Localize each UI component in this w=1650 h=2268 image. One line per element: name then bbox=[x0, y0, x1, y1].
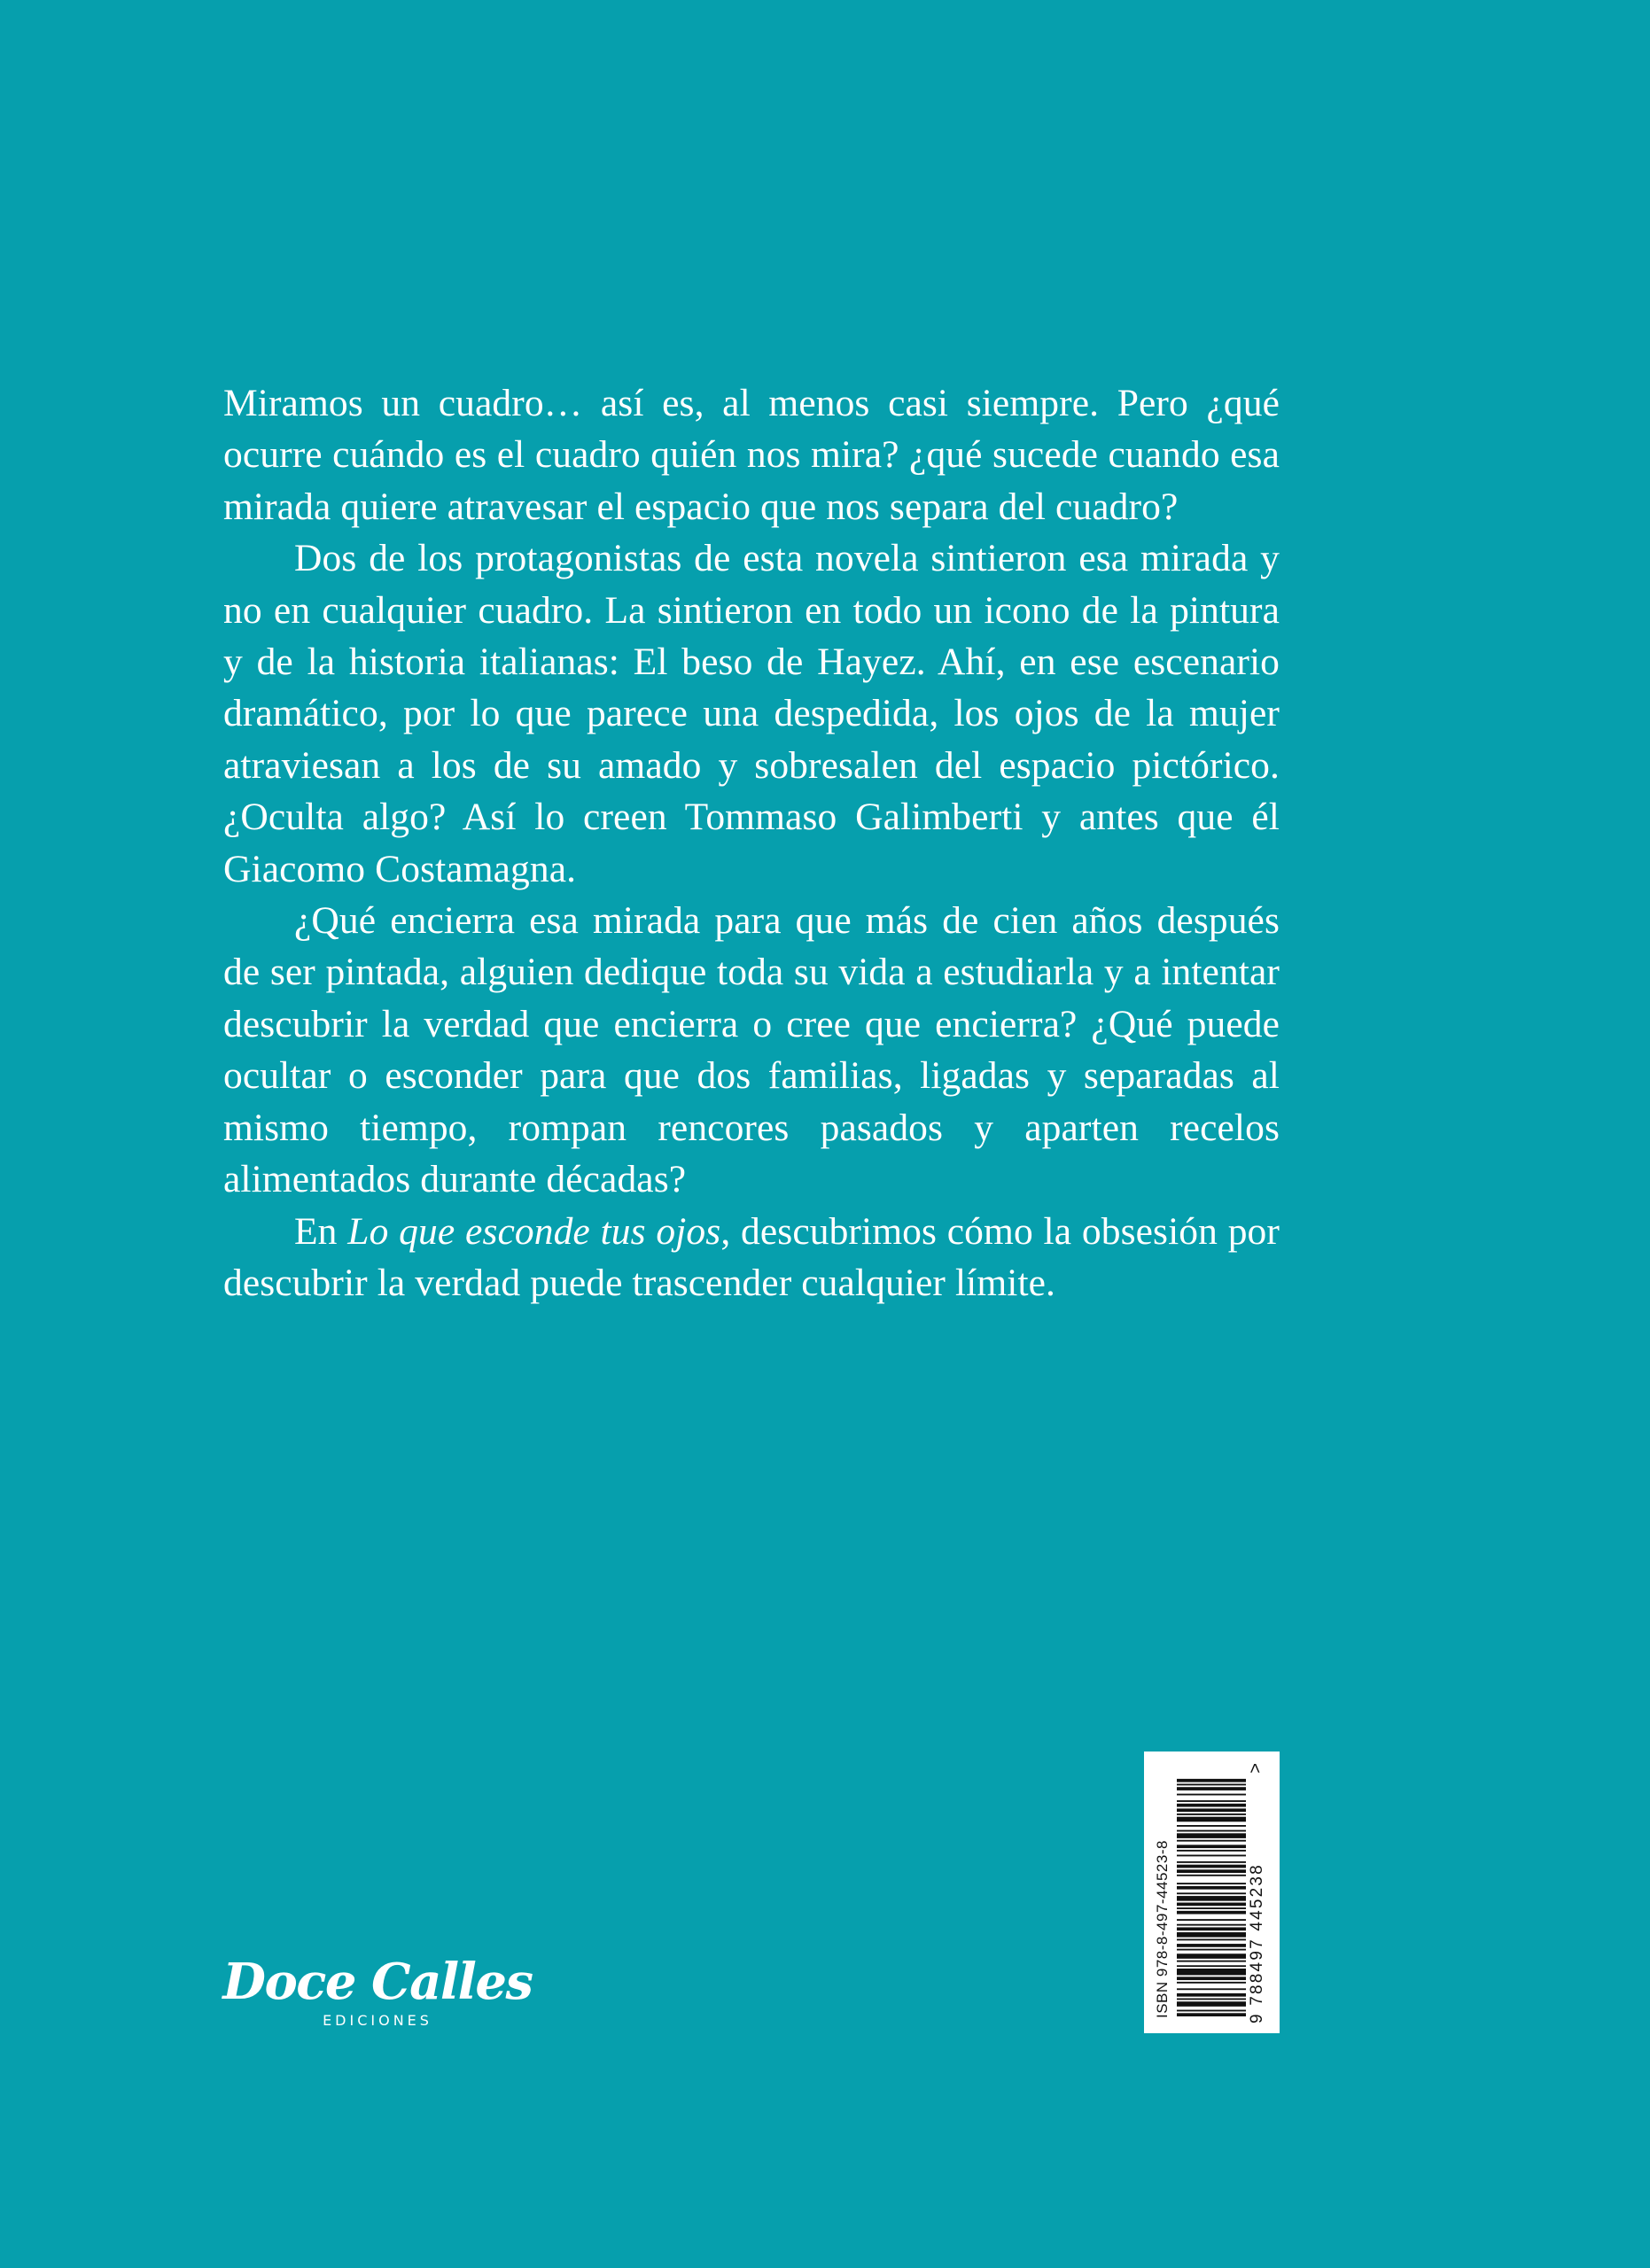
barcode-bar bbox=[1177, 1783, 1246, 1785]
barcode-bar bbox=[1177, 1861, 1246, 1863]
barcode-bars bbox=[1177, 1777, 1246, 2016]
barcode-bar bbox=[1177, 1845, 1246, 1848]
barcode-bar bbox=[1177, 1787, 1246, 1790]
book-title: Lo que esconde tus ojos bbox=[347, 1209, 721, 1253]
barcode-bar bbox=[1177, 1965, 1246, 1967]
barcode-bar bbox=[1177, 1814, 1246, 1815]
isbn-barcode bbox=[1144, 1751, 1280, 2033]
barcode-bar bbox=[1177, 1830, 1246, 1832]
barcode-bar bbox=[1177, 1919, 1246, 1921]
barcode-bar bbox=[1177, 1865, 1246, 1868]
barcode-bar bbox=[1177, 1999, 1246, 2000]
barcode-bar bbox=[1177, 1855, 1246, 1857]
barcode-bar bbox=[1177, 1875, 1246, 1876]
barcode-bar bbox=[1177, 1883, 1246, 1884]
barcode-bar bbox=[1177, 1982, 1246, 1984]
barcode-arrow: > bbox=[1245, 1763, 1265, 1774]
isbn-label: ISBN 978-8-497-44523-8 bbox=[1153, 1840, 1171, 2018]
publisher-name: Doce Calles bbox=[222, 1953, 533, 2011]
barcode-bar bbox=[1177, 1938, 1246, 1940]
barcode-bar bbox=[1177, 2010, 1246, 2012]
barcode-bar bbox=[1177, 1949, 1246, 1951]
blurb-paragraph-4-rest: , descubrimos cómo la obsesión por descubrir la verdad puede trascender cualquier límite. bbox=[223, 1209, 1280, 1304]
barcode-bar bbox=[1177, 1817, 1246, 1822]
barcode-bar bbox=[1177, 1808, 1246, 1812]
barcode-bar bbox=[1177, 1886, 1246, 1890]
barcode-bar bbox=[1177, 1924, 1246, 1926]
barcode-bar bbox=[1177, 1927, 1246, 1930]
barcode-bar bbox=[1177, 1988, 1246, 1990]
barcode-bar bbox=[1177, 2001, 1246, 2007]
barcode-bar bbox=[1177, 1911, 1246, 1915]
publisher-logo bbox=[218, 1953, 537, 2030]
barcode-digits: 9 788497 445238 bbox=[1247, 1863, 1266, 2023]
barcode-bar bbox=[1177, 1833, 1246, 1838]
barcode-bar bbox=[1177, 1903, 1246, 1907]
barcode-bar bbox=[1177, 1993, 1246, 1997]
barcode-bar bbox=[1177, 1825, 1246, 1827]
barcode-bar bbox=[1177, 1907, 1246, 1909]
barcode-bar bbox=[1177, 1932, 1246, 1938]
barcode-bar bbox=[1177, 1961, 1246, 1962]
barcode-bar bbox=[1177, 1869, 1246, 1873]
barcode-bar bbox=[1177, 1804, 1246, 1807]
barcode-bar bbox=[1177, 1794, 1246, 1796]
barcode-bar bbox=[1177, 1850, 1246, 1852]
barcode-bar bbox=[1177, 1892, 1246, 1894]
barcode-bar bbox=[1177, 1800, 1246, 1802]
blurb-paragraph-3: ¿Qué encierra esa mirada para que más de cien años después de ser pintada, alguien dedique toda su vida a estudiarla y a intentar descubrir la verdad que encierra o cree que encierra? ¿Qué puede ocultar o esconder para que dos familias, ligadas y separadas al mismo tiempo, rompan rencores pasados y aparten recelos alimentados durante décadas? bbox=[223, 899, 1280, 1201]
barcode-bar bbox=[1177, 1944, 1246, 1947]
barcode-bar bbox=[1177, 1953, 1246, 1959]
barcode-bar bbox=[1177, 1977, 1246, 1980]
barcode-bar bbox=[1177, 1969, 1246, 1975]
barcode-bar bbox=[1177, 1840, 1246, 1842]
barcode-bar bbox=[1177, 1896, 1246, 1901]
publisher-subtitle: EDICIONES bbox=[323, 2012, 432, 2029]
back-cover-blurb bbox=[223, 377, 1280, 1309]
blurb-paragraph-4-prefix: En bbox=[294, 1209, 348, 1253]
barcode-bar bbox=[1177, 2013, 1246, 2016]
blurb-paragraph-2: Dos de los protagonistas de esta novela sintieron esa mirada y no en cualquier cuadro. La sintieron en todo un icono de la pintura y de la historia italianas: El beso de Hayez. Ahí, en ese escenario dramático, por lo que parece una despedida, los ojos de la mujer atraviesan a los de su amado y sobresalen del espacio pictórico. ¿Oculta algo? Así lo creen Tommaso Galimberti y antes que él Giacomo Costamagna. bbox=[223, 537, 1280, 890]
barcode-bar bbox=[1177, 1779, 1246, 1783]
blurb-paragraph-4 bbox=[223, 1206, 1280, 1309]
blurb-paragraph-1: Miramos un cuadro… así es, al menos casi siempre. Pero ¿qué ocurre cuándo es el cuadro quién nos mira? ¿qué sucede cuando esa mirada quiere atravesar el espacio que nos separa del cuadro? bbox=[223, 382, 1280, 528]
